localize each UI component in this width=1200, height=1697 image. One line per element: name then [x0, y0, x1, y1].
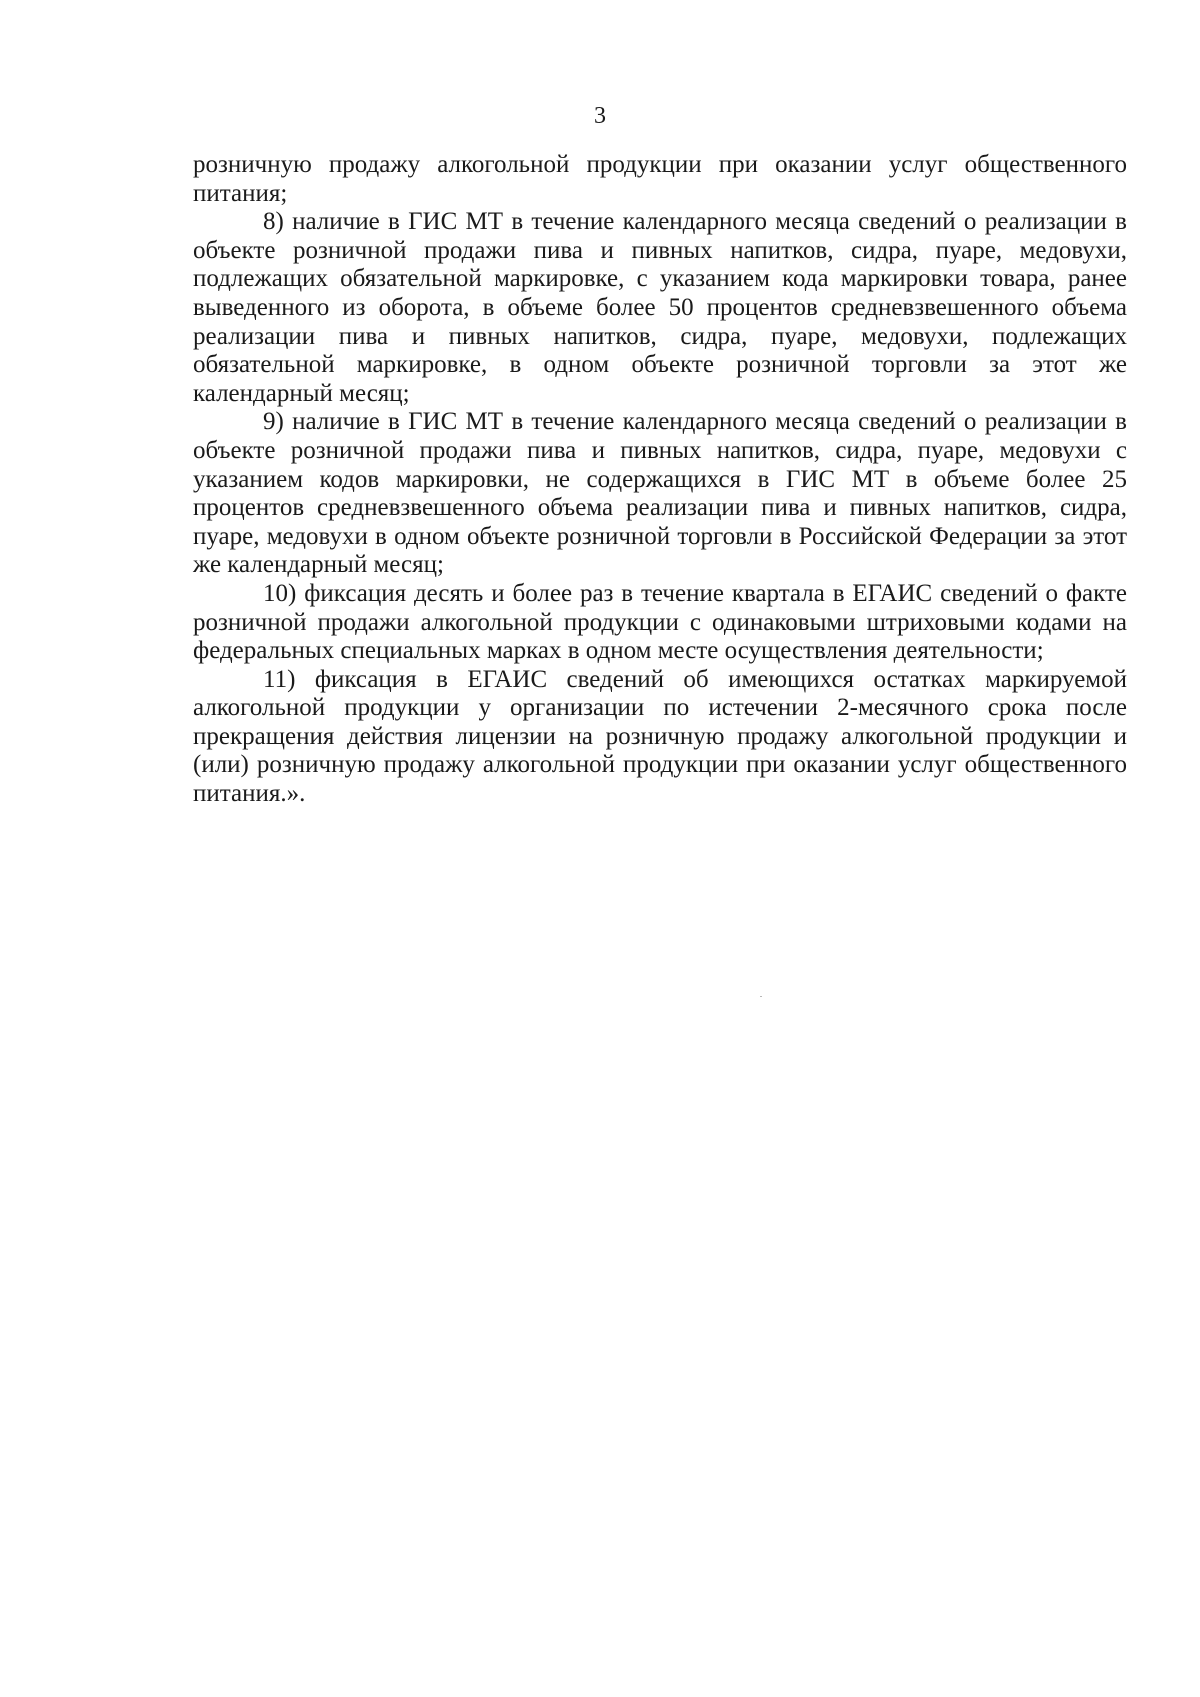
paragraph-item-10: 10) фиксация десять и более раз в течение квартала в ЕГАИС сведений о факте розничной продажи алкогольной продукции с одинаковыми штриховыми кодами на федеральных специальных марках в одном месте осуществления деятельности; [193, 579, 1127, 665]
document-body [193, 151, 1127, 809]
page-number: 3 [594, 103, 606, 129]
paragraph-item-8: 8) наличие в ГИС МТ в течение календарного месяца сведений о реализации в объекте розничной продажи пива и пивных напитков, сидра, пуаре, медовухи, подлежащих обязательной маркировке, с указанием кода маркировки товара, ранее выведенного из оборота, в объеме более 50 процентов средневзвешенного объема реализации пива и пивных напитков, сидра, пуаре, медовухи, подлежащих обязательной маркировке, в одном объекте розничной торговли за этот же календарный месяц; [193, 208, 1127, 407]
paragraph-continuation: розничную продажу алкогольной продукции при оказании услуг общественного питания; [193, 151, 1127, 207]
paragraph-item-9: 9) наличие в ГИС МТ в течение календарного месяца сведений о реализации в объекте розничной продажи пива и пивных напитков, сидра, пуаре, медовухи с указанием кодов маркировки, не содержащихся в ГИС МТ в объеме более 25 процентов средневзвешенного объема реализации пива и пивных напитков, сидра, пуаре, медовухи в одном объекте розничной торговли в Российской Федерации за этот же календарный месяц; [193, 408, 1127, 579]
paragraph-item-11: 11) фиксация в ЕГАИС сведений об имеющихся остатках маркируемой алкогольной продукции у организации по истечении 2-месячного срока после прекращения действия лицензии на розничную продажу алкогольной продукции и (или) розничную продажу алкогольной продукции при оказании услуг общественного питания.». [193, 665, 1127, 808]
scan-artifact [760, 996, 762, 997]
